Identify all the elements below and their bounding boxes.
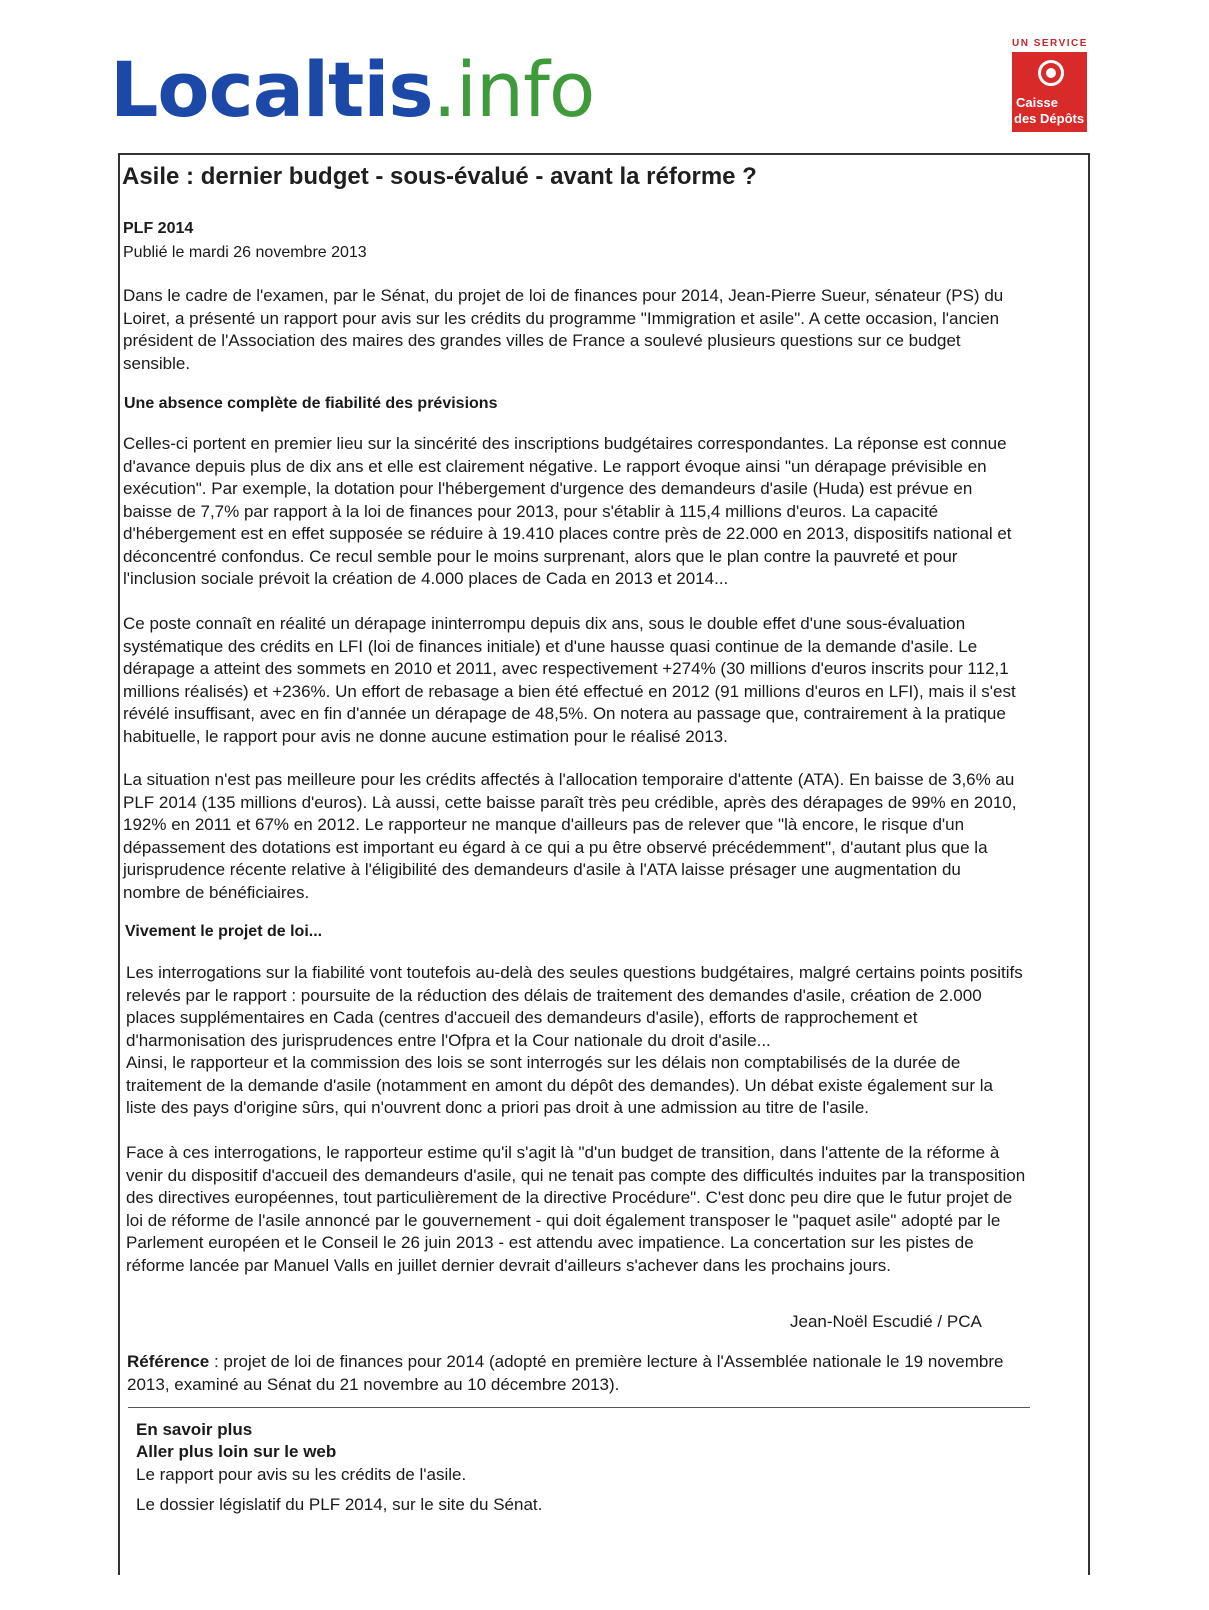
section-tag: PLF 2014 (123, 220, 194, 237)
link-dossier-plf[interactable]: Le dossier législatif du PLF 2014, sur le site du Sénat. (136, 1495, 543, 1514)
cdc-line2: des Dépôts (1014, 111, 1085, 126)
cdc-line1: Caisse (1016, 95, 1058, 110)
paragraph-1: Celles-ci portent en premier lieu sur la sincérité des inscriptions budgétaires correspondantes. La réponse est connue d'avance depuis plus de dix ans et elle est clairement négative. Le rapport évoque ainsi "un dérapage prévisible en exécution". Par exemple, la dotation pour l'hébergement d'urgence des demandeurs d'asile (Huda) est prévue en baisse de 7,7% par rapport à la loi de finances pour 2013, pour s'établir à 115,4 millions d'euros. La capacité d'hébergement est en effet supposée se réduire à 19.410 places contre près de 22.000 en 2013, dispositifs national et déconcentré confondus. Ce recul semble pour le moins surprenant, alors que le plan contre la pauvreté et pour l'inclusion sociale prévoit la création de 4.000 places de Cada en 2013 et 2014... (123, 434, 1012, 588)
paragraph-3: La situation n'est pas meilleure pour les crédits affectés à l'allocation temporaire d'attente (ATA). En baisse de 3,6% au PLF 2014 (135 millions d'euros). Là aussi, cette baisse paraît très peu crédible, après des dérapages de 99% en 2010, 192% en 2011 et 67% en 2012. Le rapporteur ne manque d'ailleurs pas de relever que "là encore, le risque d'un dépassement des dotations est important eu égard à ce qui a pu être observé précédemment", d'autant plus que la jurisprudence récente relative à l'éligibilité des demandeurs d'asile à l'ATA laisse présager une augmentation du nombre de bénéficiaires. (123, 770, 1017, 902)
cdc-badge (1012, 52, 1087, 132)
intro-paragraph: Dans le cadre de l'examen, par le Sénat, du projet de loi de finances pour 2014, Jean-Pierre Sueur, sénateur (PS) du Loiret, a présenté un rapport pour avis sur les crédits du programme "Immigration et asile". A cette occasion, l'ancien président de l'Association des maires des grandes villes de France a soulevé plusieurs questions sur ce budget sensible. (123, 286, 1004, 373)
subheading-projet-de-loi: Vivement le projet de loi... (125, 923, 323, 940)
caisse-des-depots-logo (1012, 38, 1087, 132)
paragraph-6: Face à ces interrogations, le rapporteur estime qu'il s'agit là "d'un budget de transition, dans l'attente de la réforme à venir du dispositif d'accueil des demandeurs d'asile, qui ne tenait pas compte des difficultés induites par la transposition des directives européennes, tout particulièrement de la directive Procédure". C'est donc peu dire que le futur projet de loi de réforme de l'asile annoncé par le gouvernement - qui doit également transposer le "paquet asile" adopté par le Parlement européen et le Conseil le 26 juin 2013 - est attendu avec impatience. La concertation sur les pistes de réforme lancée par Manuel Valls en juillet dernier devrait d'ailleurs s'achever dans les prochains jours. (126, 1143, 1026, 1275)
divider (128, 1407, 1030, 1408)
subheading-fiabilite: Une absence complète de fiabilité des prévisions (124, 395, 498, 412)
logo-tld-text: .info (432, 45, 595, 134)
logo-main-text: Localtis (110, 45, 433, 134)
article-title: Asile : dernier budget - sous-évalué - avant la réforme ? (122, 163, 757, 190)
reference-text: : projet de loi de finances pour 2014 (adopté en première lecture à l'Assemblée nationale le 19 novembre 2013, examiné au Sénat du 21 novembre au 10 décembre 2013). (127, 1352, 1004, 1394)
en-savoir-plus-heading: En savoir plus (136, 1420, 253, 1439)
localtis-logo (110, 45, 595, 134)
service-tag: UN SERVICE (1012, 38, 1088, 49)
paragraph-5: Ainsi, le rapporteur et la commission des lois se sont interrogés sur les délais non comptabilisés de la durée de traitement de la demande d'asile (notamment en amont du dépôt des demandes). Un débat existe également sur la liste des pays d'origine sûrs, qui n'ouvrent donc a priori pas droit à une admission au titre de l'asile. (126, 1053, 993, 1117)
link-rapport-asile[interactable]: Le rapport pour avis su les crédits de l'asile. (136, 1465, 467, 1484)
reference-block (127, 1351, 1017, 1396)
seal-icon (1038, 60, 1064, 86)
aller-plus-loin-heading: Aller plus loin sur le web (136, 1442, 337, 1461)
paragraph-2: Ce poste connaît en réalité un dérapage ininterrompu depuis dix ans, sous le double effet d'une sous-évaluation systématique des crédits en LFI (loi de finances initiale) et d'une hausse quasi continue de la demande d'asile. Le dérapage a atteint des sommets en 2010 et 2011, avec respectivement +274% (30 millions d'euros inscrits pour 112,1 millions réalisés) et +236%. Un effort de rebasage a bien été effectué en 2012 (91 millions d'euros en LFI), mais il s'est révélé insuffisant, avec en fin d'année un dérapage de 48,5%. On notera au passage que, contrairement à la pratique habituelle, le rapport pour avis ne donne aucune estimation pour le réalisé 2013. (123, 614, 1016, 746)
publication-date: Publié le mardi 26 novembre 2013 (123, 244, 367, 261)
reference-label: Référence (127, 1352, 210, 1371)
author-signature: Jean-Noël Escudié / PCA (790, 1312, 982, 1331)
paragraph-4: Les interrogations sur la fiabilité vont toutefois au-delà des seules questions budgétaires, malgré certains points positifs relevés par le rapport : poursuite de la réduction des délais de traitement des demandes d'asile, création de 2.000 places supplémentaires en Cada (centres d'accueil des demandeurs d'asile), efforts de rapprochement et d'harmonisation des jurisprudences entre l'Ofpra et la Cour nationale du droit d'asile... (126, 963, 1023, 1050)
